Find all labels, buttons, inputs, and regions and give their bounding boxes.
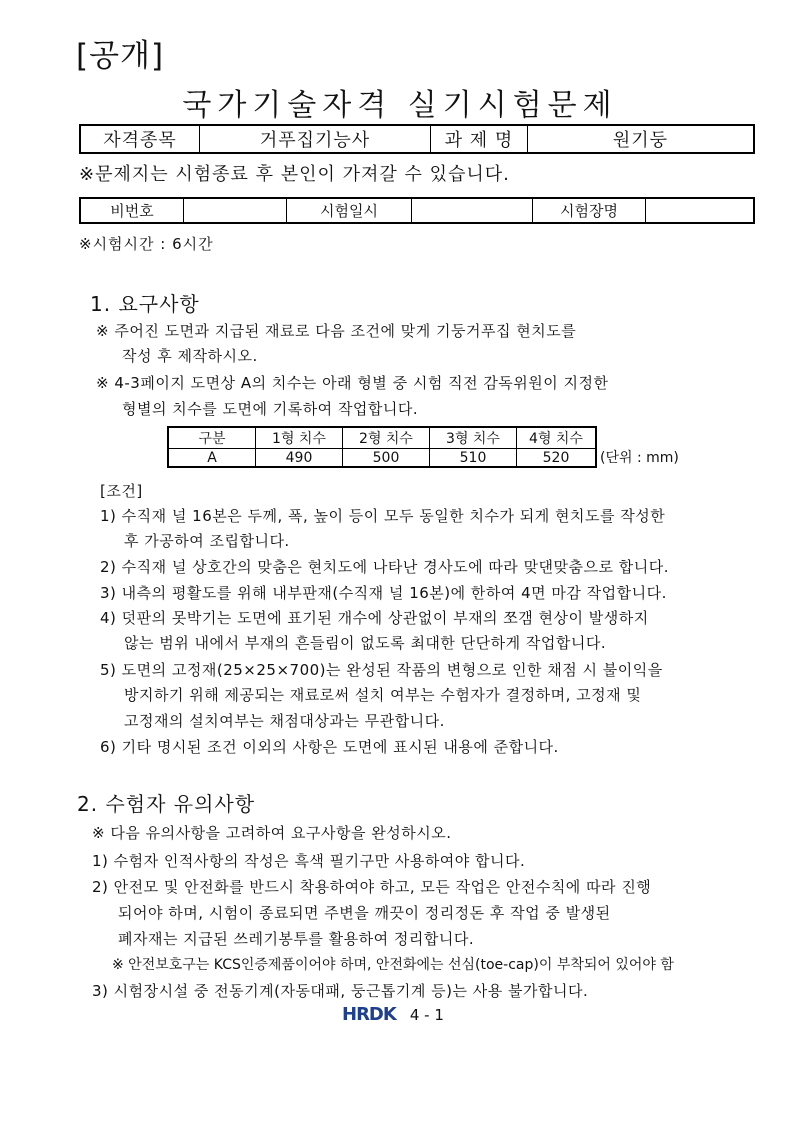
dims-value-4: 520 (517, 449, 597, 468)
dims-value-1: 490 (256, 449, 343, 468)
condition-line: 4) 덧판의 못박기는 도면에 표기된 개수에 상관없이 부재의 쪼갬 현상이 발생하지 (100, 609, 649, 627)
condition-line: 5) 도면의 고정재(25×25×700)는 완성된 작품의 변형으로 인한 채점 시 불이익을 (100, 661, 663, 679)
task-label: 과 제 명 (431, 125, 528, 153)
page-footer (342, 1004, 444, 1025)
id-label: 비번호 (80, 198, 184, 223)
qualification-table (79, 124, 755, 154)
condition-line: 3) 내측의 평활도를 위해 내부판재(수직재 널 16본)에 한하여 4면 마감 작업합니다. (100, 584, 667, 602)
condition-line: 1) 수직재 널 16본은 두께, 폭, 높이 등이 모두 동일한 치수가 되게 현치도를 작성한 (100, 507, 666, 525)
exam-time: ※시험시간 : 6시간 (79, 235, 214, 253)
qualification-value: 거푸집기능사 (200, 125, 431, 153)
notice-text: ※문제지는 시험종료 후 본인이 가져갈 수 있습니다. (79, 164, 510, 185)
task-value: 원기둥 (528, 125, 755, 153)
section2-intro: ※ 다음 유의사항을 고려하여 요구사항을 완성하시오. (92, 824, 452, 842)
place-label: 시험장명 (533, 198, 646, 223)
dims-value-3: 510 (430, 449, 517, 468)
condition-line: 후 가공하여 조립합니다. (124, 532, 290, 550)
dims-value-2: 500 (343, 449, 430, 468)
qualification-label: 자격종목 (80, 125, 200, 153)
condition-line: 방지하기 위해 제공되는 재료로써 설치 여부는 수험자가 결정하며, 고정재 및 (124, 686, 642, 704)
conditions-label: [조건] (100, 482, 143, 500)
dimensions-table (167, 426, 597, 468)
id-value[interactable] (184, 198, 287, 223)
caution-line: 되어야 하며, 시험이 종료되면 주변을 깨끗이 정리정돈 후 작업 중 발생된 (118, 904, 611, 922)
date-value[interactable] (412, 198, 533, 223)
condition-line: 6) 기타 명시된 조건 이외의 사항은 도면에 표시된 내용에 준합니다. (100, 738, 559, 756)
condition-line: 고정재의 설치여부는 채점대상과는 무관합니다. (124, 712, 445, 730)
caution-line: 1) 수험자 인적사항의 작성은 흑색 필기구만 사용하여야 합니다. (92, 852, 526, 870)
exam-info-table (79, 197, 755, 224)
dims-header-3: 3형 치수 (430, 427, 517, 449)
requirement-1-line-2: 작성 후 제작하시오. (122, 347, 258, 365)
dims-row-label: A (168, 449, 256, 468)
requirement-2-line-1: ※ 4-3페이지 도면상 A의 치수는 아래 형별 중 시험 직전 감독위원이 지정한 (96, 374, 609, 392)
hrdk-logo: HRDK (342, 1004, 396, 1025)
page-title: 국가기술자격 실기시험문제 (182, 88, 618, 123)
caution-line: 폐자재는 지급된 쓰레기봉투를 활용하여 정리합니다. (118, 930, 475, 948)
caution-line: 3) 시험장시설 중 전동기계(자동대패, 둥근톱기계 등)는 사용 불가합니다. (92, 982, 589, 1000)
page-number: 4 - 1 (409, 1006, 444, 1024)
caution-line: 2) 안전모 및 안전화를 반드시 착용하여야 하고, 모든 작업은 안전수칙에 따라 진행 (92, 878, 652, 896)
dims-unit: (단위 : mm) (600, 450, 679, 466)
caution-line: ※ 안전보호구는 KCS인증제품이어야 하며, 안전화에는 선심(toe-cap)이 부착되어 있어야 함 (112, 957, 674, 973)
place-value[interactable] (646, 198, 755, 223)
requirement-1-line-1: ※ 주어진 도면과 지급된 재료로 다음 조건에 맞게 기둥거푸집 현치도를 (96, 322, 577, 340)
public-badge: [공개] (76, 38, 165, 74)
section2-heading: 2. 수험자 유의사항 (77, 792, 256, 816)
dims-header-type: 구분 (168, 427, 256, 449)
dims-header-2: 2형 치수 (343, 427, 430, 449)
condition-line: 않는 범위 내에서 부재의 흔들림이 없도록 최대한 단단하게 작업합니다. (124, 634, 607, 652)
dims-header-1: 1형 치수 (256, 427, 343, 449)
section1-heading: 1. 요구사항 (90, 292, 200, 316)
requirement-2-line-2: 형별의 치수를 도면에 기록하여 작업합니다. (122, 400, 419, 418)
dims-header-4: 4형 치수 (517, 427, 597, 449)
date-label: 시험일시 (287, 198, 412, 223)
condition-line: 2) 수직재 널 상호간의 맞춤은 현치도에 나타난 경사도에 따라 맞댄맞춤으로 합니다. (100, 558, 670, 576)
